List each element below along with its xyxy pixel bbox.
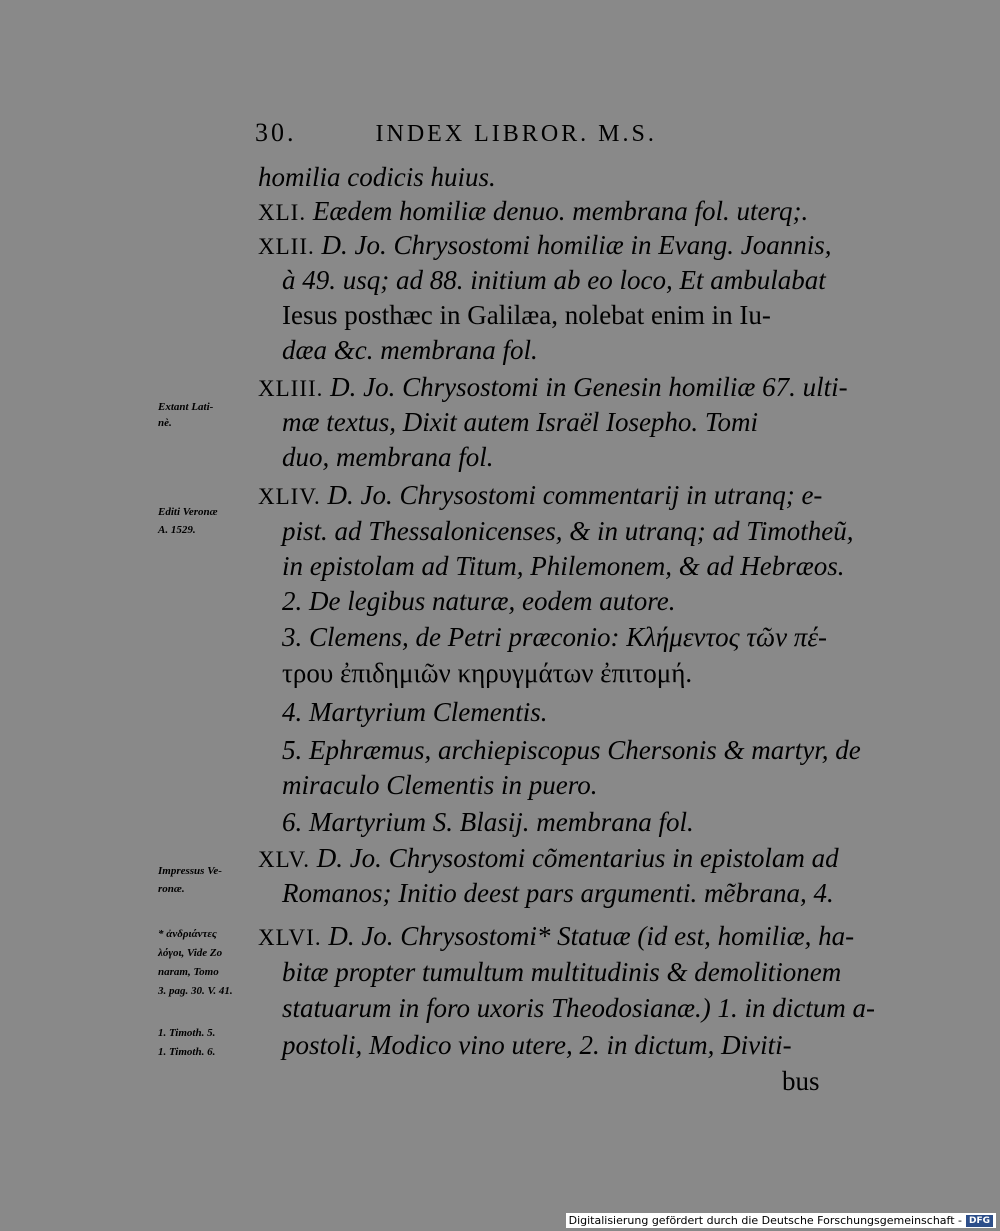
margin-note: Impressus Ve- <box>158 865 222 877</box>
text-line: à 49. usq; ad 88. initium ab eo loco, Et ambulabat <box>282 265 826 295</box>
text-line: 5. Ephræmus, archiepiscopus Chersonis & martyr, de <box>282 735 861 765</box>
text-line: mæ textus, Dixit autem Israël Iosepho. Tomi <box>282 407 758 437</box>
text-line: XLVI. D. Jo. Chrysostomi* Statuæ (id est, homiliæ, ha- <box>258 921 855 951</box>
text-line: 2. De legibus naturæ, eodem autore. <box>282 586 676 616</box>
text-line: 6. Martyrium S. Blasij. membrana fol. <box>282 807 694 837</box>
margin-note: * ἀνδριάντες <box>158 928 217 940</box>
text-line: dæa &c. membrana fol. <box>282 335 538 365</box>
running-head <box>255 118 657 148</box>
text-line: pist. ad Thessalonicenses, & in utranq; ad Timotheũ, <box>282 516 854 546</box>
digitization-footer <box>566 1213 996 1228</box>
text-line: in epistolam ad Titum, Philemonem, & ad Hebræos. <box>282 551 845 581</box>
text-line: XLIII. D. Jo. Chrysostomi in Genesin homiliæ 67. ulti- <box>258 372 848 402</box>
text-line: XLI. Eædem homiliæ denuo. membrana fol. uterq;. <box>258 196 809 226</box>
text-line: duo, membrana fol. <box>282 442 494 472</box>
running-title: INDEX LIBROR. M.S. <box>375 121 657 147</box>
margin-note: Editi Veronæ <box>158 506 218 518</box>
text-line: postoli, Modico vino utere, 2. in dictum, Diviti- <box>282 1030 792 1060</box>
text-line: XLII. D. Jo. Chrysostomi homiliæ in Evang. Joannis, <box>258 230 832 260</box>
margin-note: naram, Tomo <box>158 966 219 978</box>
page-number: 30. <box>255 118 297 147</box>
text-line: bitæ propter tumultum multitudinis & demolitionem <box>282 957 842 987</box>
text-line: Romanos; Initio deest pars argumenti. mẽbrana, 4. <box>282 878 834 908</box>
text-line: XLV. D. Jo. Chrysostomi cõmentarius in epistolam ad <box>258 843 839 873</box>
text-line: Iesus posthæc in Galilæa, nolebat enim in Iu- <box>282 300 771 330</box>
dfg-logo: DFG <box>966 1215 993 1227</box>
text-line: homilia codicis huius. <box>258 162 496 192</box>
text-line: τρου ἐπιδημιῶν κηρυγμάτων ἐπιτομή. <box>282 658 693 688</box>
text-line: statuarum in foro uxoris Theodosianæ.) 1. in dictum a- <box>282 993 876 1023</box>
text-line: 3. Clemens, de Petri præconio: Κλήμεντος τῶν πέ- <box>282 622 827 652</box>
margin-note: 1. Timoth. 6. <box>158 1046 216 1058</box>
margin-note: ronæ. <box>158 883 185 895</box>
margin-note: Extant Lati- <box>158 401 214 413</box>
margin-note: λόγοι, Vide Zo <box>158 947 223 959</box>
footer-text: Digitalisierung gefördert durch die Deutsche Forschungsgemeinschaft - <box>568 1214 962 1227</box>
text-line: miraculo Clementis in puero. <box>282 770 598 800</box>
catchword: bus <box>782 1066 820 1096</box>
margin-note: nè. <box>158 417 172 429</box>
margin-note: 1. Timoth. 5. <box>158 1027 216 1039</box>
text-line: XLIV. D. Jo. Chrysostomi commentarij in utranq; e- <box>258 480 823 510</box>
text-line: 4. Martyrium Clementis. <box>282 697 548 727</box>
margin-note: A. 1529. <box>158 524 196 536</box>
margin-note: 3. pag. 30. V. 41. <box>158 985 233 997</box>
